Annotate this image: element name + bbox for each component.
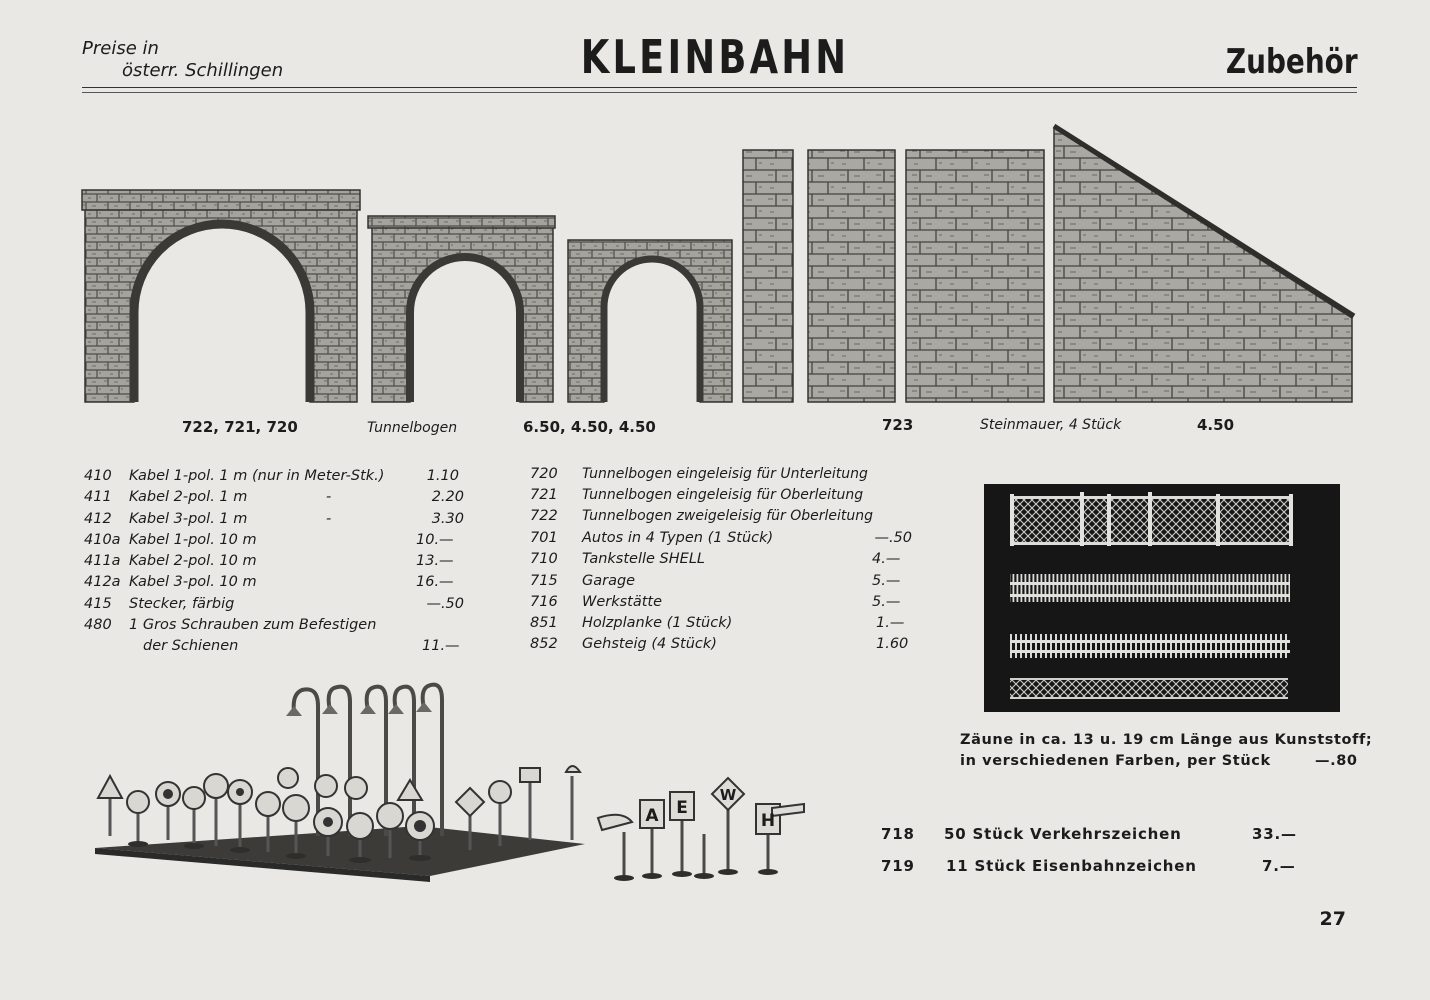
wall-piece-medium <box>808 150 895 402</box>
fence-caption <box>960 730 1372 772</box>
wall-piece-wide <box>906 150 1044 402</box>
page-number: 27 <box>1319 908 1346 930</box>
tunnel-portal-720 <box>568 240 732 402</box>
wall-piece-slope <box>1054 128 1352 402</box>
page-title: KLEINBAHN <box>580 30 850 84</box>
tunnel-wall-illustration <box>80 122 1360 412</box>
rail-sign-a: A <box>645 806 659 826</box>
wall-name: Steinmauer, 4 Stück <box>980 417 1122 433</box>
picket-fence-1 <box>1010 574 1290 602</box>
tunnel-prices: 6.50, 4.50, 4.50 <box>523 418 656 436</box>
header-rule-thin <box>82 92 1357 93</box>
tunnel-portal-721 <box>368 216 555 402</box>
header-rule <box>82 87 1357 88</box>
traffic-signs-illustration <box>90 676 590 890</box>
tunnel-portal-722 <box>82 190 360 402</box>
wall-number: 723 <box>882 416 914 434</box>
tunnel-name: Tunnelbogen <box>367 420 458 436</box>
rail-sign-e: E <box>676 798 688 818</box>
fence-price: —.80 <box>1315 753 1358 769</box>
lattice-fence <box>1010 492 1293 546</box>
railway-signs-illustration <box>572 774 812 892</box>
fence-caption-line2: in verschiedenen Farben, per Stück <box>960 753 1271 769</box>
fence-caption-line1: Zäune in ca. 13 u. 19 cm Länge aus Kunststoff; <box>960 732 1373 748</box>
section-title: Zubehör <box>1226 42 1358 82</box>
fence-photo <box>984 484 1340 712</box>
price-note-line2: österr. Schillingen <box>122 60 284 81</box>
rail-sign-w: W <box>719 786 737 804</box>
wall-piece-narrow <box>743 150 793 402</box>
tunnel-numbers: 722, 721, 720 <box>182 418 298 436</box>
cross-fence <box>1010 678 1288 699</box>
price-note-line1: Preise in <box>82 38 159 59</box>
rail-sign-h: H <box>760 811 776 831</box>
wall-price: 4.50 <box>1197 416 1235 434</box>
picket-fence-2 <box>1010 634 1290 658</box>
